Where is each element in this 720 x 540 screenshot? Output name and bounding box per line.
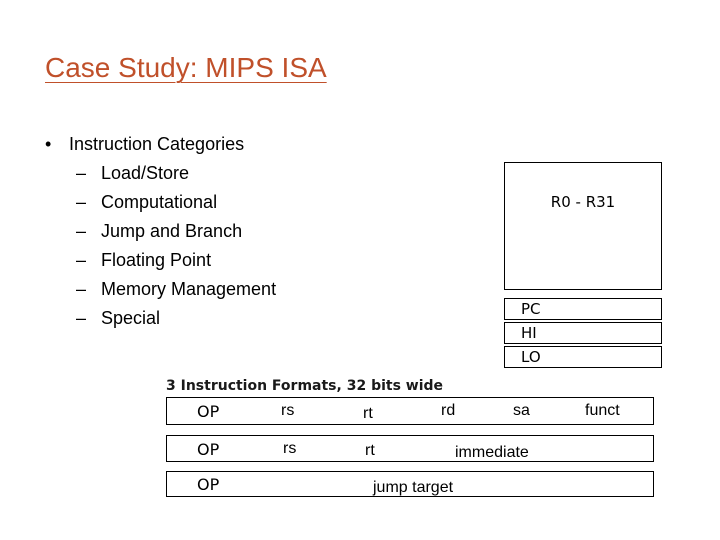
sub-dash: – [76,250,87,270]
i-type-op-field: OP [197,440,220,459]
sub-item-floating-point: Floating Point [101,250,212,270]
register-file-label: R0 - R31 [550,193,616,211]
sub-item-memory-management: Memory Management [101,279,277,299]
j-type-jump-target-field: jump target [373,479,454,496]
i-type-rs-field: rs [283,440,297,457]
sub-item-jump-and-branch: Jump and Branch [101,221,243,241]
lo-label: LO [521,348,541,366]
lo-register [504,346,662,368]
sub-item-load-store: Load/Store [101,163,190,183]
j-type-op-field: OP [197,475,220,494]
j-type-format-row [166,471,654,497]
sub-item-special: Special [101,308,161,328]
bullet-instruction-categories: Instruction Categories [69,134,245,154]
formats-title: 3 Instruction Formats, 32 bits wide [166,378,444,394]
i-type-rt-field: rt [365,442,375,459]
r-type-rd-field: rd [441,402,456,419]
r-type-sa-field: sa [513,402,530,419]
bullet-symbol: • [45,134,52,154]
register-file-box [504,162,662,290]
sub-item-computational: Computational [101,192,218,212]
i-type-format-row [166,435,654,462]
r-type-format-row [166,397,654,425]
sub-dash: – [76,192,87,212]
slide-title: Case Study: MIPS ISA [45,52,327,83]
r-type-rs-field: rs [281,402,295,419]
r-type-rt-field: rt [363,405,373,422]
sub-dash: – [76,279,87,299]
i-type-immediate-field: immediate [455,444,529,461]
pc-register [504,298,662,320]
sub-dash: – [76,221,87,241]
sub-dash: – [76,308,87,328]
sub-dash: – [76,163,87,183]
pc-label: PC [521,300,541,318]
hi-label: HI [521,324,537,342]
r-type-funct-field: funct [585,402,620,419]
hi-register [504,322,662,344]
r-type-op-field: OP [197,402,220,421]
